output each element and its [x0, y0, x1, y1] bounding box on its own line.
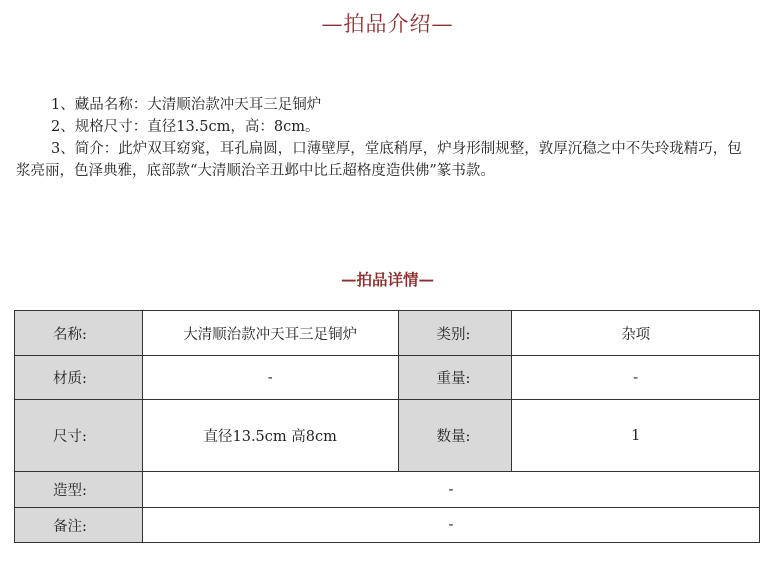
value-shape: - — [142, 472, 759, 508]
table-row — [15, 400, 760, 472]
label-weight: 重量: — [398, 356, 512, 400]
value-size: 直径13.5cm 高8cm — [142, 400, 398, 472]
details-table — [14, 310, 760, 543]
table-row — [15, 356, 760, 400]
value-quantity: 1 — [512, 400, 760, 472]
intro-item-name: 1、藏品名称：大清顺治款冲天耳三足铜炉 — [51, 97, 322, 113]
table-row — [15, 311, 760, 356]
label-shape: 造型: — [15, 472, 143, 508]
label-size: 尺寸: — [15, 400, 143, 472]
label-quantity: 数量: — [398, 400, 512, 472]
label-name: 名称: — [15, 311, 143, 356]
value-weight: - — [512, 356, 760, 400]
label-material: 材质: — [15, 356, 143, 400]
value-material: - — [142, 356, 398, 400]
intro-item-size: 2、规格尺寸：直径13.5cm，高：8cm。 — [51, 119, 320, 135]
details-title: —拍品详情— — [340, 270, 434, 289]
value-name: 大清顺治款冲天耳三足铜炉 — [142, 311, 398, 356]
table-row — [15, 508, 760, 543]
intro-item-description: 3、简介：此炉双耳窈窕，耳孔扁圆，口薄壁厚，堂底稍厚，炉身形制规整，敦厚沉稳之中不失玲珑精巧，包浆亮丽，色泽典雅，底部款“大清顺治辛丑邺中比丘超格度造供佛”篆书款。 — [16, 141, 742, 179]
label-remarks: 备注: — [15, 508, 143, 543]
label-category: 类别: — [398, 311, 512, 356]
table-row — [15, 472, 760, 508]
value-category: 杂项 — [512, 311, 760, 356]
page-title: —拍品介绍— — [321, 12, 454, 36]
value-remarks: - — [142, 508, 759, 543]
intro-section — [16, 94, 754, 182]
